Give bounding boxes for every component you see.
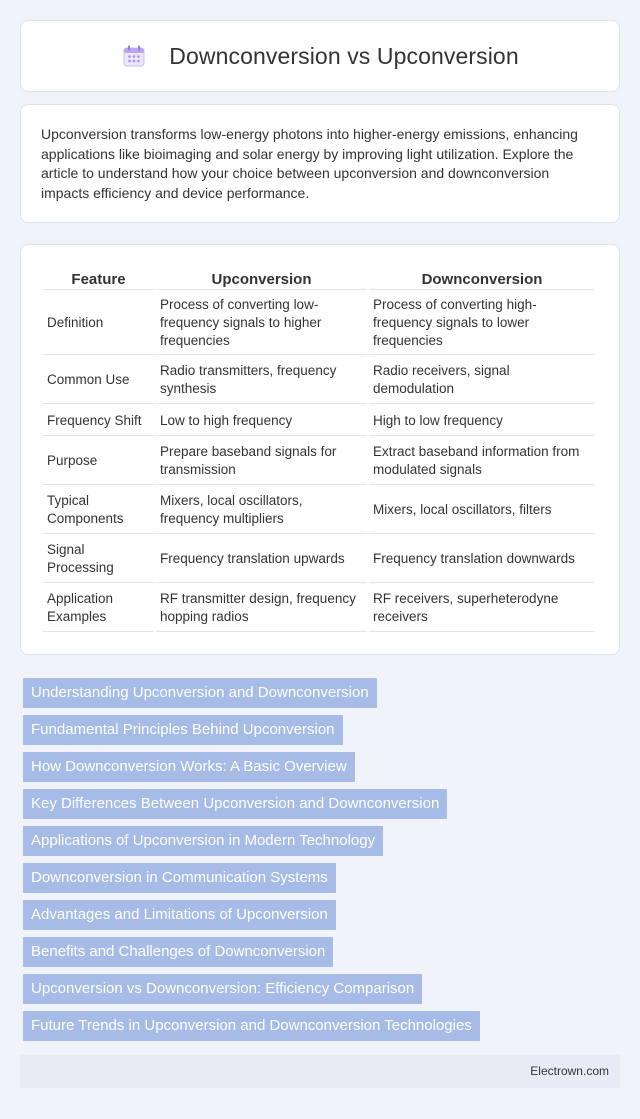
table-row [43,292,595,355]
intro-paragraph: Upconversion transforms low-energy photons into higher-energy emissions, enhancing applications like bioimaging and solar energy by improving light utilization. Explore the article to understand how your choice between upconversion and downconversion impacts efficiency and device performance. [41,126,578,201]
table-cell-feature: Application Examples [43,585,154,632]
comparison-table [41,263,597,634]
related-link[interactable]: Applications of Upconversion in Modern Technology [23,826,383,856]
table-cell-feature: Typical Components [43,487,154,534]
table-cell-downconversion: Extract baseband information from modulated signals [369,438,595,485]
related-link[interactable]: Advantages and Limitations of Upconversion [23,900,336,930]
table-cell-feature: Definition [43,292,154,355]
table-row [43,357,595,404]
related-link[interactable]: Fundamental Principles Behind Upconversion [23,715,343,745]
table-cell-feature: Signal Processing [43,536,154,583]
table-cell-feature: Purpose [43,438,154,485]
related-link[interactable]: How Downconversion Works: A Basic Overview [23,752,355,782]
table-cell-upconversion: Frequency translation upwards [156,536,367,583]
table-cell-upconversion: RF transmitter design, frequency hopping radios [156,585,367,632]
related-link[interactable]: Understanding Upconversion and Downconversion [23,678,377,708]
header-upconversion: Upconversion [156,265,367,290]
calendar-icon [121,43,147,69]
table-cell-feature: Common Use [43,357,154,404]
table-cell-upconversion: Low to high frequency [156,406,367,436]
table-cell-downconversion: Radio receivers, signal demodulation [369,357,595,404]
table-cell-downconversion: Mixers, local oscillators, filters [369,487,595,534]
related-link[interactable]: Key Differences Between Upconversion and Downconversion [23,789,447,819]
table-cell-downconversion: Process of converting high-frequency signals to lower frequencies [369,292,595,355]
table-cell-downconversion: Frequency translation downwards [369,536,595,583]
related-link[interactable]: Benefits and Challenges of Downconversion [23,937,333,967]
table-row [43,487,595,534]
related-link[interactable]: Downconversion in Communication Systems [23,863,336,893]
title-card [20,20,620,92]
table-row [43,438,595,485]
table-cell-feature: Frequency Shift [43,406,154,436]
table-row [43,585,595,632]
header-feature: Feature [43,265,154,290]
footer [20,1055,620,1088]
table-cell-downconversion: RF receivers, superheterodyne receivers [369,585,595,632]
related-link[interactable]: Future Trends in Upconversion and Downconversion Technologies [23,1011,480,1041]
intro-card [20,104,620,223]
table-row [43,406,595,436]
table-header-row [43,265,595,290]
table-cell-upconversion: Process of converting low-frequency signals to higher frequencies [156,292,367,355]
footer-site-name: Electrown.com [530,1064,609,1078]
comparison-card [20,244,620,655]
table-cell-upconversion: Prepare baseband signals for transmission [156,438,367,485]
header-downconversion: Downconversion [369,265,595,290]
table-cell-downconversion: High to low frequency [369,406,595,436]
page-title: Downconversion vs Upconversion [169,42,519,69]
table-row [43,536,595,583]
related-link[interactable]: Upconversion vs Downconversion: Efficiency Comparison [23,974,422,1004]
table-cell-upconversion: Mixers, local oscillators, frequency multipliers [156,487,367,534]
table-cell-upconversion: Radio transmitters, frequency synthesis [156,357,367,404]
